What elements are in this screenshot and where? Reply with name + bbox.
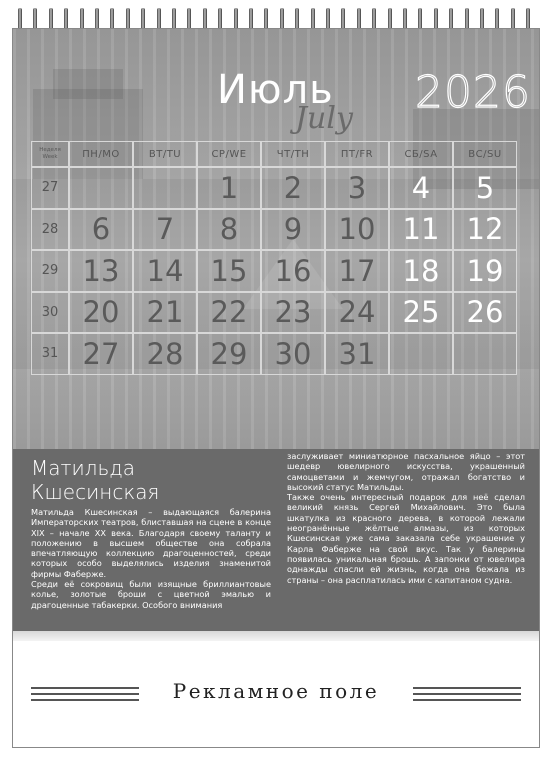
weekday-header: СР/WE <box>197 141 261 167</box>
day-cell: 6 <box>69 209 133 251</box>
week-header-en: Week <box>42 154 58 160</box>
weekday-header: ВС/SU <box>453 141 517 167</box>
article-paragraph: Матильда Кшесинская – выдающаяся балерина Императорских театров, блиставшая на сцене в конце XIX – начале XX века. Благодаря своему таланту и положению в высшем обществе она собрала впечатляющую коллекцию драгоценностей, среди которых особо выделялись изделия знаменитой фирмы Фаберже. <box>31 507 271 579</box>
ad-label: Рекламное поле <box>172 679 380 703</box>
day-cell: 11 <box>389 209 453 251</box>
day-cell: 25 <box>389 292 453 334</box>
day-cell: 19 <box>453 250 517 292</box>
article-paragraph: Также очень интересный подарок для неё сделал великий князь Сергей Михайлович. Это была шкатулка из красного дерева, в которой лежали неогранённые жёлтые алмазы, из которых Кшесинская уже сама заказала себе украшение у Карла Фаберже на свой вкус. Так у балерины появилась уникальная брошь. А запонки от ювелира однажды спасли ей жизнь, когда она бежала из страны – она расплатилась ими с капитаном судна. <box>287 492 525 585</box>
day-cell: 1 <box>197 167 261 209</box>
day-cell: 9 <box>261 209 325 251</box>
day-cell: 24 <box>325 292 389 334</box>
week-number: 29 <box>31 250 69 292</box>
week-header-ru: Неделя <box>39 147 61 153</box>
week-number: 30 <box>31 292 69 334</box>
year-title: 2026 <box>415 67 531 118</box>
article-panel <box>13 449 539 631</box>
day-cell: 14 <box>133 250 197 292</box>
day-cell <box>133 167 197 209</box>
week-number: 28 <box>31 209 69 251</box>
weekday-header: ЧТ/TH <box>261 141 325 167</box>
day-cell: 22 <box>197 292 261 334</box>
weekday-header: ПТ/FR <box>325 141 389 167</box>
day-cell: 10 <box>325 209 389 251</box>
day-cell: 27 <box>69 333 133 375</box>
day-cell: 23 <box>261 292 325 334</box>
calendar-page <box>12 28 540 748</box>
day-cell: 8 <box>197 209 261 251</box>
day-cell: 7 <box>133 209 197 251</box>
day-cell: 13 <box>69 250 133 292</box>
day-cell: 4 <box>389 167 453 209</box>
weekday-header: ВТ/TU <box>133 141 197 167</box>
month-script: July <box>295 101 353 136</box>
week-column-header <box>31 141 69 167</box>
day-cell: 30 <box>261 333 325 375</box>
day-cell: 5 <box>453 167 517 209</box>
day-cell <box>389 333 453 375</box>
day-cell <box>453 333 517 375</box>
article-title-line1: Матильда <box>31 456 136 480</box>
day-cell: 26 <box>453 292 517 334</box>
ad-area <box>13 675 539 713</box>
day-cell: 18 <box>389 250 453 292</box>
decorative-lines-right <box>413 687 521 705</box>
day-cell: 21 <box>133 292 197 334</box>
article-title <box>31 456 159 504</box>
weekday-header: СБ/SA <box>389 141 453 167</box>
day-cell: 20 <box>69 292 133 334</box>
day-cell <box>69 167 133 209</box>
week-number: 31 <box>31 333 69 375</box>
day-cell: 15 <box>197 250 261 292</box>
article-title-line2: Кшесинская <box>31 480 160 504</box>
shadow-band <box>13 631 539 641</box>
article-column-left <box>31 507 271 610</box>
day-cell: 28 <box>133 333 197 375</box>
article-column-right <box>287 451 525 585</box>
day-cell: 2 <box>261 167 325 209</box>
week-number: 27 <box>31 167 69 209</box>
article-paragraph: заслуживает миниатюрное пасхальное яйцо – этот шедевр ювелирного искусства, украшенный самоцветами и жемчугом, отражал богатство и высокий статус Матильды. <box>287 451 525 492</box>
weekday-header: ПН/MO <box>69 141 133 167</box>
day-cell: 16 <box>261 250 325 292</box>
day-cell: 12 <box>453 209 517 251</box>
day-cell: 31 <box>325 333 389 375</box>
day-cell: 3 <box>325 167 389 209</box>
day-cell: 29 <box>197 333 261 375</box>
background-photo <box>13 29 539 449</box>
month-title: Июль <box>217 67 334 113</box>
day-cell: 17 <box>325 250 389 292</box>
article-paragraph: Среди её сокровищ были изящные бриллиантовые колье, золотые броши с цветной эмалью и драгоценные табакерки. Особого внимания <box>31 579 271 610</box>
